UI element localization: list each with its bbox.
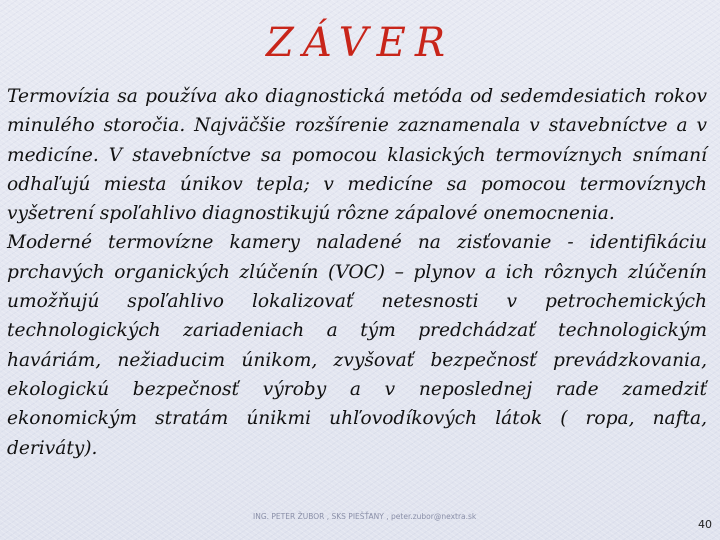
paragraph-1: Termovízia sa používa ako diagnostická metóda od sedemdesiatich rokov minulého storočia. Najväčšie rozšírenie zaznamenala v stavebníctve a v medicíne. V stavebníctve sa pomocou klasických termovíznych snímaní odhaľujú miesta únikov tepla; v medicíne sa pomocou termovíznych vyšetrení spoľahlivo diagnostikujú rôzne zápalové onemocnenia.	[7, 86, 707, 225]
paragraph-2: Moderné termovízne kamery naladené na zisťovanie - identifikáciu prchavých organických zlúčenín (VOC) – plynov a ich rôznych zlúčenín umožňujú spoľahlivo lokalizovať netesnosti v petrochemických technologických zariadeniach a tým predchádzať technologickým haváriám, nežiaducim únikom, zvyšovať bezpečnosť prevádzkovania, ekologickú bezpečnosť výroby a v neposlednej rade zamedziť ekonomickým stratám únikmi uhľovodíkových látok ( ropa, nafta, deriváty).	[7, 232, 707, 459]
slide-body	[7, 82, 707, 463]
page-number: 40	[698, 518, 712, 531]
slide-title: ZÁVER	[266, 20, 454, 66]
slide-footer: ING. PETER ŽUBOR , SKS PIEŠŤANY , peter.zubor@nextra.sk	[253, 512, 477, 521]
